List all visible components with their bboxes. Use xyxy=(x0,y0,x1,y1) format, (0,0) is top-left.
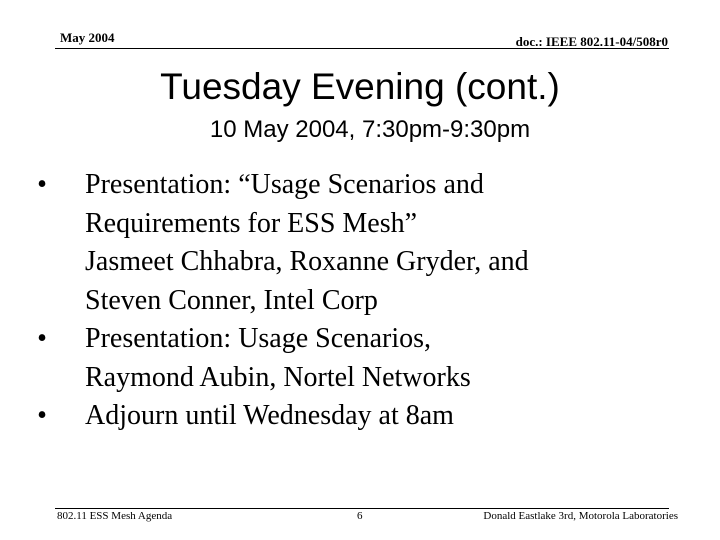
bullet-item xyxy=(30,166,690,320)
bullet-line: Steven Conner, Intel Corp xyxy=(85,284,378,316)
footer-divider xyxy=(55,508,669,509)
bullet-item xyxy=(30,397,690,436)
footer-author: Donald Eastlake 3rd, Motorola Laboratories xyxy=(483,510,678,522)
header-date: May 2004 xyxy=(60,30,115,45)
footer-page-number: 6 xyxy=(357,510,363,522)
bullet-line: Jasmeet Chhabra, Roxanne Gryder, and xyxy=(85,246,529,277)
bullet-line: Raymond Aubin, Nortel Networks xyxy=(85,361,471,393)
bullet-list xyxy=(30,166,690,436)
slide-subtitle: 10 May 2004, 7:30pm-9:30pm xyxy=(209,116,531,143)
bullet-dot-icon: • xyxy=(37,169,47,200)
header-doc-id: doc.: IEEE 802.11-04/508r0 xyxy=(515,34,668,49)
bullet-dot-icon: • xyxy=(37,323,47,354)
header-divider xyxy=(55,48,669,49)
footer-title: 802.11 ESS Mesh Agenda xyxy=(57,510,173,522)
slide-title: Tuesday Evening (cont.) xyxy=(160,66,560,107)
bullet-line: Presentation: “Usage Scenarios and xyxy=(85,169,484,200)
bullet-line: Requirements for ESS Mesh” xyxy=(85,207,418,239)
bullet-dot-icon: • xyxy=(37,400,47,431)
bullet-line: Adjourn until Wednesday at 8am xyxy=(85,400,454,431)
bullet-item xyxy=(30,320,690,397)
bullet-line: Presentation: Usage Scenarios, xyxy=(85,323,432,354)
